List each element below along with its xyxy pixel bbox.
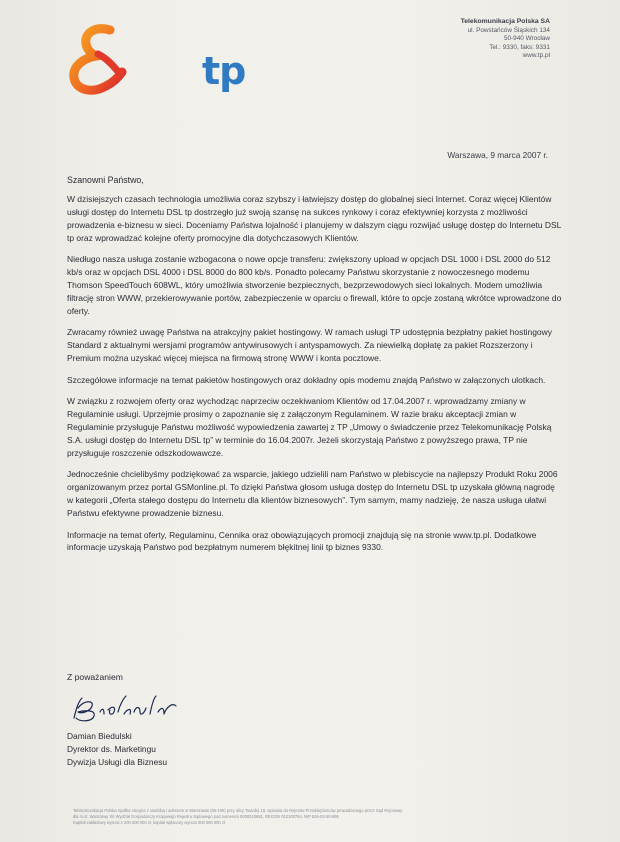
paragraph: Szczegółowe informacje na temat pakietów hostingowych oraz dokładny opis modemu znajdą Państwo w załączonych ulotkach. (67, 374, 546, 385)
company-web: www.tp.pl (522, 52, 550, 60)
letter-date: Warszawa, 9 marca 2007 r. (447, 150, 548, 160)
letter-body (67, 193, 563, 563)
paragraph: Zwracamy również uwagę Państwa na atrakcyjny pakiet hostingowy. W ramach usługi TP udostępnia bezpłatny pakiet hostingowy Standard z aktualnymi wersjami programów antywirusowych i antyspamowych. Za niewielką dopłatę za pakiet Rozszerzony i Premium można uzyskać więcej miejsca na firmową stronę WWW i konta pocztowe. (67, 327, 552, 364)
paragraph: W związku z rozwojem oferty oraz wychodząc naprzeciw oczekiwaniom Klientów od 17.04.2007 r. wprowadzamy zmiany w Regulaminie usługi. Uprzejmie prosimy o zapoznanie się z załączonym Regulaminem. W razie braku akceptacji zmian w Regulaminie przysługuje Państwu możliwość wypowiedzenia zawartej z TP „Umowy o świadczenie przez Telekomunikację Polską S.A. usługi dostęp do Internetu DSL tp” w terminie do 16.04.2007r. Jeżeli skorzystają Państwo z powyższego prawa, TP nie przysługuje roszczenie odszkodowawcze. (67, 396, 552, 458)
company-name: Telekomunikacja Polska SA (460, 18, 550, 25)
company-phones: Tel.: 9330, faks: 9331 (489, 43, 550, 51)
company-address-block (461, 18, 550, 61)
signer-title: Dyrektor ds. Marketingu (67, 743, 156, 754)
footer-line: Kapitał zakładowy wynosi 4 200 000 000 zł, kapitał wpłacony wynosi 000 000 000 zł (73, 820, 225, 826)
paragraph: Informacje na temat oferty, Regulaminu, Cennika oraz obowiązujących promocji znajdują się na stronie www.tp.pl. Dodatkowe informacje uzyskają Państwo pod bezpłatnym numerem błękitnej linii tp biznes 9330. (67, 529, 537, 553)
paragraph: Niedługo nasza usługa zostanie wzbogacona o nowe opcje transferu: zwiększony upload w opcjach DSL 1000 i DSL 2000 do 512 kb/s oraz w opcjach DSL 4000 i DSL 8000 do 800 kb/s. Ponadto polecamy Państwu skorzystanie z nowoczesnego modemu Thomson SpeedTouch 608WL, który umożliwia stworzenie bezpiecznych, bezprzewodowych sieci lokalnych. Modem umożliwia filtrację stron WWW, przekierowywanie portów, zabezpieczenie w oparciu o firewall, które to opcje zostaną wkrótce wprowadzone do oferty. (67, 254, 562, 316)
closing: Z poważaniem (67, 672, 123, 682)
signer-name: Damian Biedulski (67, 731, 132, 741)
signer-division: Dywizja Usługi dla Biznesu (67, 756, 168, 767)
paragraph: W dzisiejszych czasach technologia umożliwia coraz szybszy i łatwiejszy dostęp do globalnej sieci Internet. Coraz więcej Klientów usługi dostęp do Internetu DSL tp dostrzegło już swoją szansę na sukces rynkowy i coraz efektywniej korzysta z możliwości prowadzenia e-biznesu w sieci. Doceniamy Państwa lojalność i planujemy w dalszym ciągu rozwijać usługę dostęp do Internetu DSL tp oraz wprowadzać kolejne oferty promocyjne dla dotychczasowych Klientów. (67, 194, 561, 243)
footer-line: dla m.st. Warszawy XII Wydział Gospodarczy Krajowego Rejestru Sądowego pod numerem 0000010681, REGON 012100784, NIP 526-02-50-995 (73, 814, 339, 820)
company-street: ul. Powstańców Śląskich 134 (467, 26, 550, 34)
handwritten-signature (68, 692, 188, 731)
paragraph: Jednocześnie chcielibyśmy podziękować za wsparcie, jakiego udzielili nam Państwo w plebiscycie na najlepszy Produkt Roku 2006 organizowanym przez portal GSMonline.pl. To dzięki Państwa głosom usługa dostęp do Internetu DSL tp uzyskała główną nagrodę w kategorii „Oferta stałego dostępu do Internetu dla klientów biznesowych”. Tym samym, mamy nadzieję, że nasza usługa ułatwi Państwu efektywne prowadzenie biznesu. (67, 469, 558, 518)
signer-block (67, 730, 167, 768)
salutation: Szanowni Państwo, (67, 175, 144, 185)
signature-icon (68, 692, 188, 726)
tp-logo-text: tp (202, 49, 246, 93)
tp-logo (66, 22, 246, 96)
company-city: 50-940 Wrocław (503, 35, 550, 43)
tp-ampersand-logo-icon (66, 22, 136, 96)
legal-footer (73, 808, 551, 827)
footer-line: Telekomunikacja Polska Spółka Akcyjna z siedzibą i adresem w Warszawie (00-105) przy ulicy Twardej 18, wpisana do Rejestru Przedsiębiorców prowadzonego przez Sąd Rejonowy (73, 808, 403, 813)
